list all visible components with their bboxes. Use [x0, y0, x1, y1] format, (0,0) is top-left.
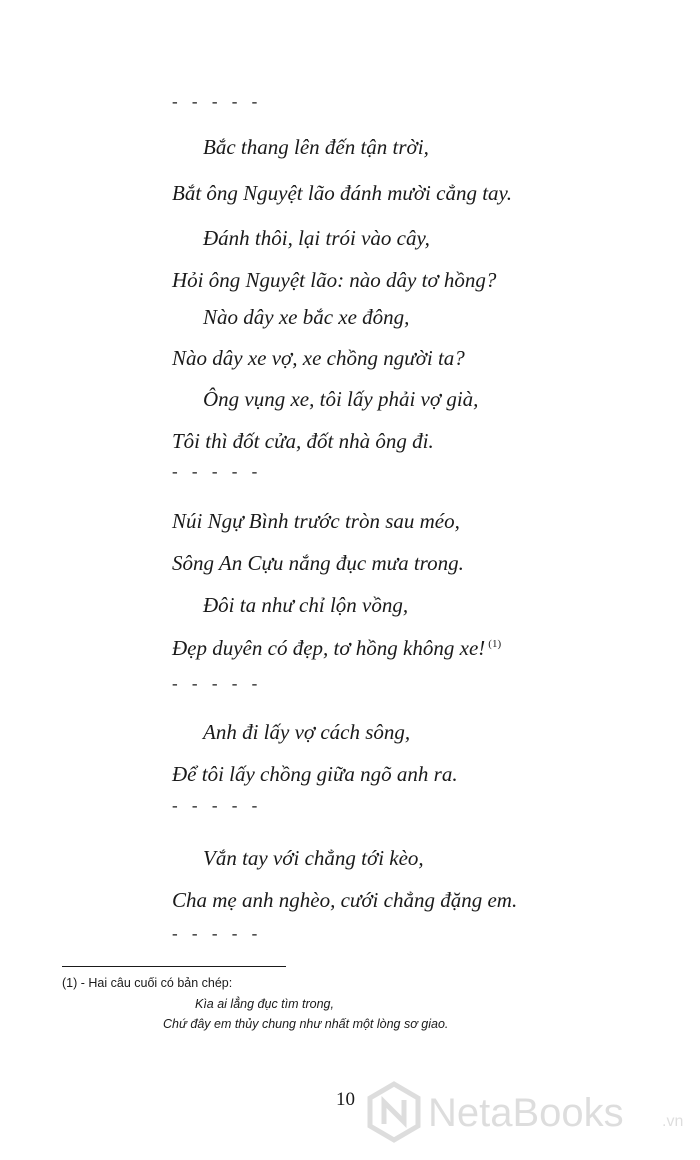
stanza-separator: - - - - -	[172, 674, 263, 693]
poem-line-with-footnote	[172, 638, 501, 659]
footnote-line: Kìa ai lẳng đục tìm trong,	[195, 997, 334, 1011]
stanza-separator: - - - - -	[172, 924, 263, 943]
poem-line: Đôi ta như chỉ lộn vồng,	[203, 593, 409, 617]
poem-line: Đánh thôi, lại trói vào cây,	[203, 226, 430, 250]
stanza-separator: - - - - -	[172, 462, 263, 481]
netabooks-watermark	[366, 1080, 696, 1144]
footnote-reference: (1)	[488, 638, 502, 650]
poem-line: Ông vụng xe, tôi lấy phải vợ già,	[203, 387, 479, 411]
stanza-separator: - - - - -	[172, 92, 263, 111]
poem-line: Bắt ông Nguyệt lão đánh mười cẳng tay.	[172, 181, 512, 205]
netabooks-logo-icon	[366, 1080, 696, 1144]
poem-line-text: Đẹp duyên có đẹp, tơ hồng không xe!	[172, 636, 486, 660]
poem-line: Cha mẹ anh nghèo, cưới chẳng đặng em.	[172, 888, 518, 912]
footnote-rule	[62, 966, 286, 967]
poem-line: Bắc thang lên đến tận trời,	[203, 135, 429, 159]
watermark-brand: NetaBooks	[428, 1091, 624, 1135]
page-number: 10	[336, 1089, 355, 1110]
poem-line: Anh đi lấy vợ cách sông,	[203, 720, 411, 744]
poem-line: Nào dây xe bắc xe đông,	[203, 305, 410, 329]
poem-line: Để tôi lấy chồng giữa ngõ anh ra.	[172, 762, 458, 786]
footnote-line: Chứ đây em thủy chung như nhất một lòng sơ giao.	[163, 1017, 449, 1031]
watermark-suffix: .vn	[662, 1113, 684, 1130]
poem-line: Núi Ngự Bình trước tròn sau méo,	[172, 509, 460, 533]
poem-line: Sông An Cựu nắng đục mưa trong.	[172, 551, 464, 575]
poem-line: Nào dây xe vợ, xe chồng người ta?	[172, 346, 465, 370]
poem-line: Vắn tay với chẳng tới kèo,	[203, 846, 424, 870]
poem-line: Hỏi ông Nguyệt lão: nào dây tơ hồng?	[172, 268, 497, 292]
footnote-label: (1) - Hai câu cuối có bản chép:	[62, 976, 233, 990]
stanza-separator: - - - - -	[172, 796, 263, 815]
poem-line: Tôi thì đốt cửa, đốt nhà ông đi.	[172, 429, 434, 453]
